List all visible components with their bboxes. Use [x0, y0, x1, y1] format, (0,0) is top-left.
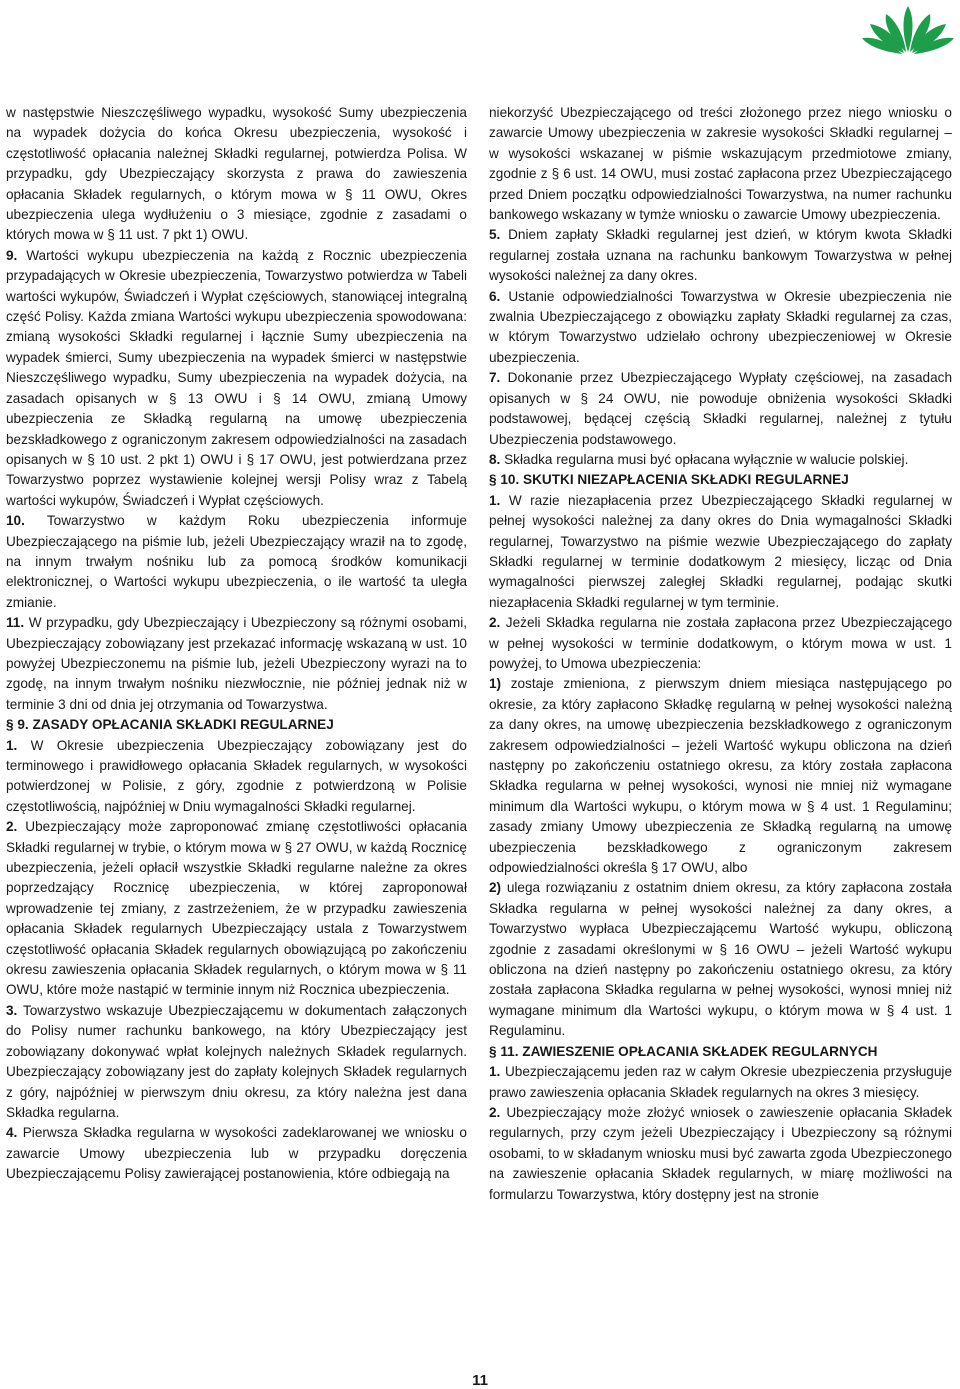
paragraph: [489, 674, 952, 878]
paragraph: [489, 613, 952, 674]
item-text: ulega rozwiązaniu z ostatnim dniem okresu, za który zapłacona została Składka regularna w pełnej wysokości należnej za dany okres, a Towarzystwo wypłaca Ubezpieczającemu Wartość wykupu, obliczoną zgodnie z zasadami określonymi w § 16 OWU – jeżeli Wartość wykupu obliczona na dzień następny po zakończeniu ostatniego okresu, za który została zapłacona Składka regularna w pełnej wysokości, wynosi mniej niż wymagane minimum dla Wartości wykupu, o którym mowa w § 4 ust. 1 Regulaminu.: [489, 880, 952, 1039]
item-number: 3.: [6, 1002, 18, 1018]
leaf-fan-logo: [862, 4, 954, 54]
item-number: 1): [489, 676, 502, 692]
item-text: Składka regularna musi być opłacana wyłącznie w walucie polskiej.: [500, 451, 909, 467]
item-text: Ubezpieczający może złożyć wniosek o zawieszenie opłacania Składek regularnych, przy czym jeżeli Ubezpieczający i Ubezpieczony są różnymi osobami, to w składanym wniosku musi być zawarta zgoda Ubezpieczonego na zawieszenie opłacania Składek regularnych, w miarę możliwości na formularzu Towarzystwa, który dostępny jest na stronie: [489, 1104, 952, 1202]
paragraph: niekorzyść Ubezpieczającego od treści złożonego przez niego wniosku o zawarcie Umowy ubezpieczenia w zakresie wysokości Składki regularnej – w wysokości wskazanej w piśmie wskazującym przedmiotowe zmiany, zgodnie z § 6 ust. 14 OWU, musi zostać zapłacona przez Ubezpieczającego przed Dniem początku odpowiedzialności Towarzystwa, na numer rachunku bankowego wskazany w tymże wniosku o zawarcie Umowy ubezpieczenia.: [489, 105, 952, 223]
item-number: 10.: [6, 513, 25, 529]
item-number: 6.: [489, 288, 501, 304]
paragraph: [489, 1062, 952, 1103]
item-number: 5.: [489, 227, 501, 243]
left-column: [6, 103, 467, 1185]
paragraph: [489, 1103, 952, 1205]
paragraph: [6, 613, 467, 715]
paragraph: [489, 368, 952, 450]
item-text: Ustanie odpowiedzialności Towarzystwa w Okresie ubezpieczenia nie zwalnia Ubezpieczającego z obowiązku zapłaty Składki regularnej za czas, w którym Towarzystwo udzielało ochrony ubezpieczeniowej w Okresie ubezpieczenia.: [489, 288, 952, 365]
item-number: 2): [489, 880, 502, 896]
page-number: 11: [472, 1372, 488, 1389]
paragraph: [6, 817, 467, 1001]
paragraph: [489, 878, 952, 1041]
item-number: 7.: [489, 370, 501, 386]
item-text: Towarzystwo wskazuje Ubezpieczającemu w dokumentach załączonych do Polisy numer rachunku bankowego, na który Ubezpieczający jest zobowiązany dokonywać wpłat kolejnych należnych Składek regularnych. Ubezpieczający zobowiązany jest do zapłaty kolejnych Składek regularnych z góry, najpóźniej w pierwszym dniu okresu, za który należna jest dana Składka regularna.: [6, 1002, 467, 1120]
item-text: zostaje zmieniona, z pierwszym dniem miesiąca następującego po okresie, za który zapłacono Składkę regularną w pełnej wysokości należną za dany okres, na umowę ubezpieczenia bezskładkowego z ograniczonym zakresem odpowiedzialności – jeżeli Wartość wykupu obliczona na dzień następny po zakończeniu ostatniego okresu, za który została zapłacona Składka regularna w pełnej wysokości, wynosi nie mniej niż wymagane minimum dla Wartości wykupu, o którym mowa w § 4 ust. 1 Regulaminu; zasady zmiany Umowy ubezpieczenia ze Składką regularną na umowę ubezpieczenia bezskładkowego z ograniczonym zakresem odpowiedzialności określa § 17 OWU, albo: [489, 676, 952, 876]
item-text: Ubezpieczającemu jeden raz w całym Okresie ubezpieczenia przysługuje prawo zawieszenia opłacania Składek regularnych na okres 3 miesięcy.: [489, 1064, 952, 1100]
paragraph: [6, 1001, 467, 1123]
item-number: 2.: [489, 1104, 501, 1120]
paragraph: [489, 491, 952, 613]
paragraph: [6, 736, 467, 818]
item-text: Towarzystwo w każdym Roku ubezpieczenia informuje Ubezpieczającego na piśmie lub, jeżeli Ubezpieczający wraził na to zgodę, na innym trwałym nośniku lub za pomocą środków komunikacji elektronicznej, o Wartości wykupu ubezpieczenia, o ile wartość ta uległa zmianie.: [6, 513, 467, 610]
section-heading: § 11. ZAWIESZENIE OPŁACANIA SKŁADEK REGULARNYCH: [489, 1043, 878, 1059]
paragraph: [6, 511, 467, 613]
item-text: Dokonanie przez Ubezpieczającego Wypłaty częściowej, na zasadach opisanych w § 24 OWU, nie powoduje obniżenia wysokości Składki podstawowej, będącej częścią Składki regularnej, należnej z tytułu Ubezpieczenia podstawowego.: [489, 370, 952, 447]
section-heading: § 9. ZASADY OPŁACANIA SKŁADKI REGULARNEJ: [6, 717, 334, 733]
paragraph: [489, 225, 952, 286]
item-number: 4.: [6, 1125, 18, 1141]
paragraph: [489, 450, 952, 470]
item-text: Jeżeli Składka regularna nie została zapłacona przez Ubezpieczającego w pełnej wysokości w terminie dodatkowym, o którym mowa w ust. 1 powyżej, to Umowa ubezpieczenia:: [489, 615, 952, 671]
item-number: 11.: [6, 615, 25, 631]
item-text: Dniem zapłaty Składki regularnej jest dzień, w którym kwota Składki regularnej została uznana na rachunku bankowym Towarzystwa w pełnej wysokości należnej za dany okres.: [489, 227, 952, 284]
paragraph: [6, 1123, 467, 1184]
item-text: Ubezpieczający może zaproponować zmianę częstotliwości opłacania Składki regularnej w trybie, o którym mowa w § 27 OWU, w każdą Rocznicę ubezpieczenia, jeżeli opłacił wszystkie Składki regularne należne za okres poprzedzający Rocznicę ubezpieczenia, w której zaproponował wprowadzenie tej zmiany, z zastrzeżeniem, że w przypadku zawieszenia opłacania Składek regularnych Ubezpieczający ustala z Towarzystwem częstotliwość opłacania Składek regularnych obowiązującą po zakończeniu okresu zawieszenia opłacania Składek regularnych, o którym mowa w § 11 OWU, które może nastąpić w terminie innym niż Rocznica ubezpieczenia.: [6, 819, 467, 998]
item-text: W Okresie ubezpieczenia Ubezpieczający zobowiązany jest do terminowego i prawidłowego opłacania Składek regularnych, w wysokości potwierdzonej w Polisie, z góry, zgodnie z potwierdzoną w Polisie częstotliwością, najpóźniej w Dniu wymagalności Składki regularnej.: [6, 737, 467, 814]
paragraph: w następstwie Nieszczęśliwego wypadku, wysokość Sumy ubezpieczenia na wypadek dożycia do końca Okresu ubezpieczenia, wysokość i częstotliwość opłacania należnej Składki regularnej, potwierdza Polisa. W przypadku, gdy Ubezpieczający skorzysta z prawa do zawieszenia opłacania Składek regularnych, o którym mowa w § 11 OWU, Okres ubezpieczenia ulega wydłużeniu o 3 miesiące, zgodnie z zasadami o których mowa w § 11 ust. 7 pkt 1) OWU.: [6, 105, 467, 243]
item-number: 8.: [489, 451, 501, 467]
item-text: Pierwsza Składka regularna w wysokości zadeklarowanej we wniosku o zawarcie Umowy ubezpieczenia lub w przypadku doręczenia Ubezpieczającemu Polisy zawierającej postanowienia, które odbiegają na: [6, 1125, 467, 1182]
paragraph: [489, 287, 952, 369]
paragraph: [6, 246, 467, 511]
item-text: W przypadku, gdy Ubezpieczający i Ubezpieczony są różnymi osobami, Ubezpieczający zobowiązany jest przekazać informację wskazaną w ust. 10 powyżej Ubezpieczonemu na piśmie lub, jeżeli Ubezpieczony wyrazi na to zgodę, na innym trwałym nośniku niezwłocznie, nie później jednak niż w terminie 3 dni od dnia jej otrzymania od Towarzystwa.: [6, 615, 467, 712]
section-heading: § 10. SKUTKI NIEZAPŁACENIA SKŁADKI REGULARNEJ: [489, 472, 849, 488]
item-text: W razie niezapłacenia przez Ubezpieczającego Składki regularnej w pełnej wysokości należnej za dany okres do Dnia wymagalności Składki regularnej, Towarzystwo na piśmie wezwie Ubezpieczającego do zapłaty Składki regularnej w terminie dodatkowym 2 miesięcy, licząc od Dnia wymagalności pierwszej zaległej Składki regularnej, podając skutki niezapłacenia Składki regularnej w tym terminie.: [489, 492, 952, 610]
item-number: 1.: [489, 492, 501, 508]
item-number: 1.: [489, 1064, 501, 1080]
item-number: 2.: [6, 819, 18, 835]
item-number: 9.: [6, 247, 18, 263]
item-number: 2.: [489, 615, 501, 631]
item-text: Wartości wykupu ubezpieczenia na każdą z Rocznic ubezpieczenia przypadających w Okresie ubezpieczenia, Towarzystwo potwierdza w Tabeli wartości wykupów, Świadczeń i Wypłat częściowych, stanowiącej integralną część Polisy. Każda zmiana Wartości wykupu ubezpieczenia spowodowana: zmianą wysokości Składki regularnej i łącznie Sumy ubezpieczenia na wypadek śmierci, Sumy ubezpieczenia na wypadek śmierci w następstwie Nieszczęśliwego wypadku, Sumy ubezpieczenia na wypadek dożycia, na zasadach opisanych w § 13 OWU i § 14 OWU, zmianą Umowy ubezpieczenia ze Składką regularną na umowę ubezpieczenia bezskładkowego z ograniczonym zakresem odpowiedzialności na zasadach opisanych w § 10 ust. 2 pkt 1) OWU i § 17 OWU, jest potwierdzana przez Towarzystwo poprzez wystawienie kolejnej wersji Polisy wraz z Tabelą wartości wykupów, Świadczeń i Wypłat częściowych.: [6, 247, 467, 508]
right-column: [489, 103, 952, 1205]
item-number: 1.: [6, 737, 18, 753]
